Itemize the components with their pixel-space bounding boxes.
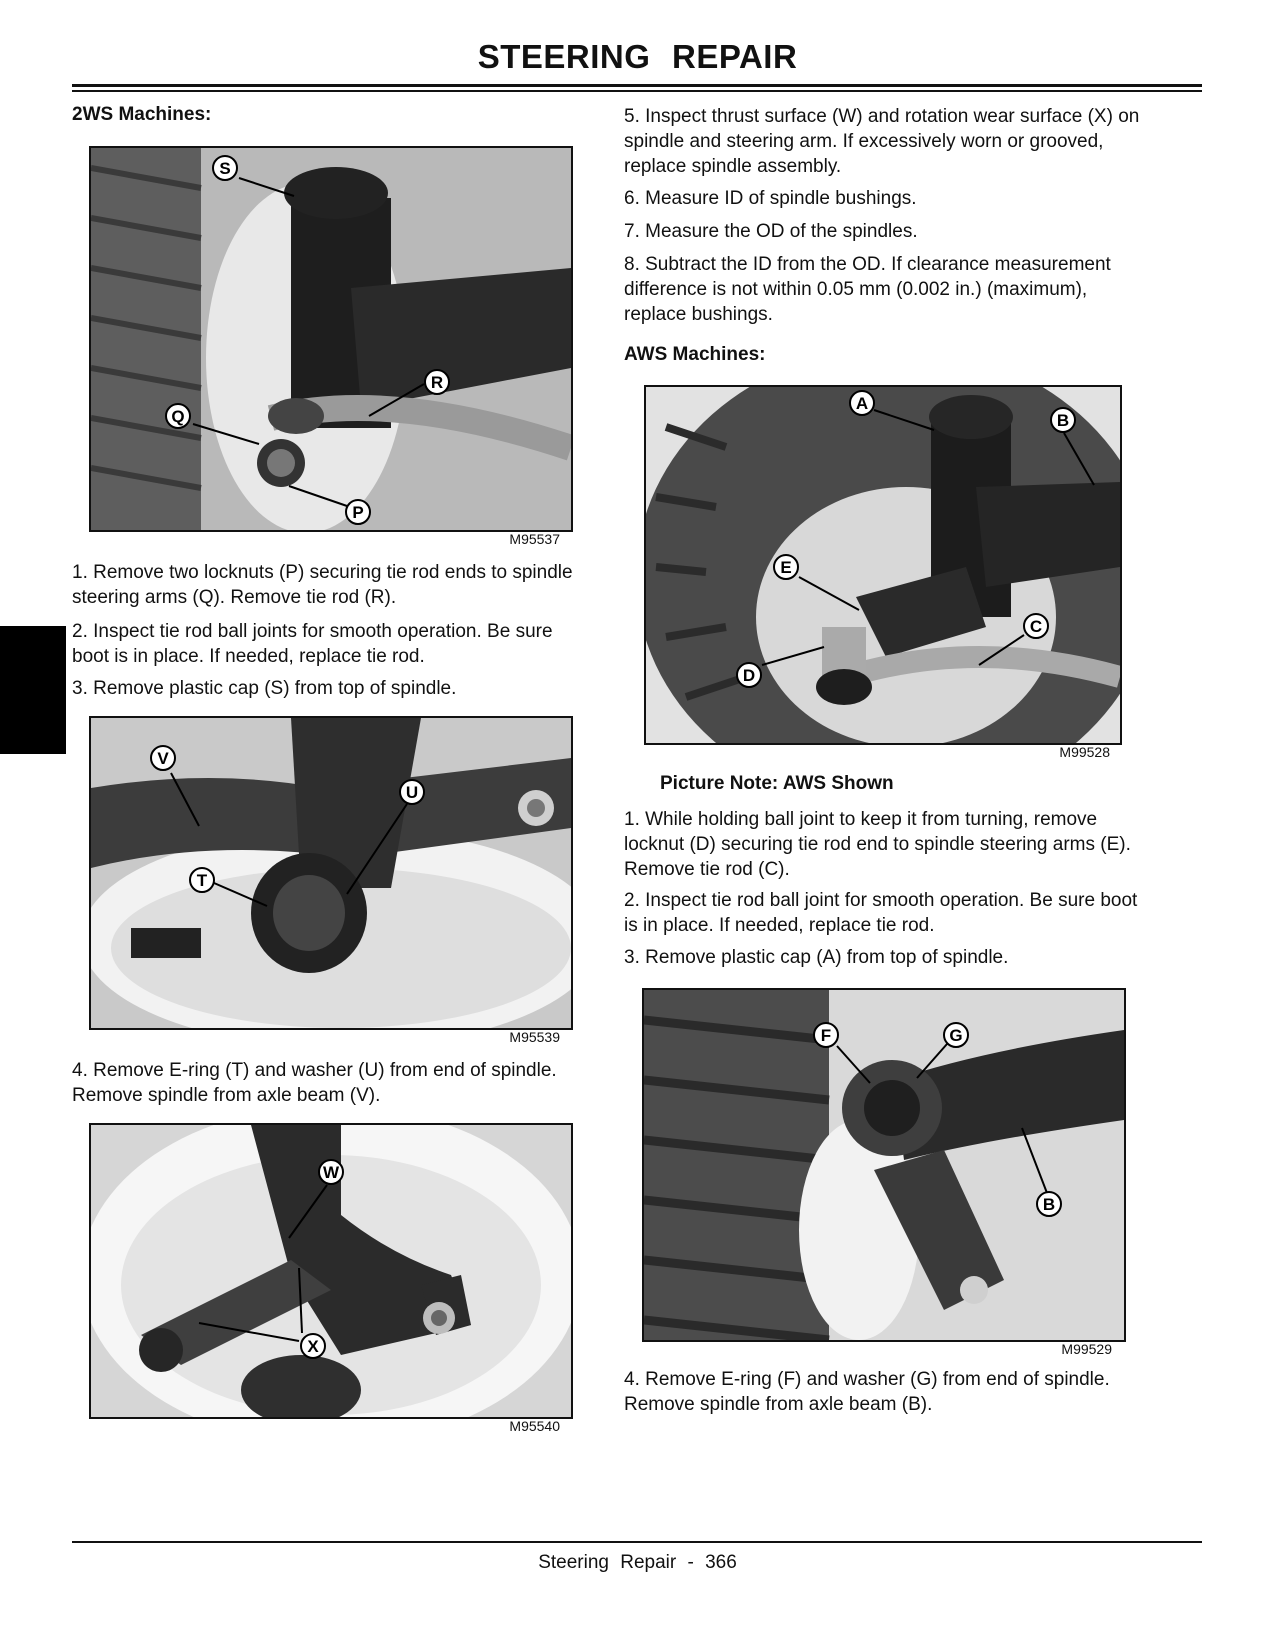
header-rule-thin xyxy=(72,90,1202,92)
svg-text:B: B xyxy=(1056,411,1070,430)
step-aws-2: 2. Inspect tie rod ball joint for smooth operation. Be sure boot is in place. If needed, replace tie rod. xyxy=(624,890,1138,936)
svg-text:G: G xyxy=(949,1026,963,1045)
svg-text:C: C xyxy=(1029,617,1043,636)
step-aws-1: 1. While holding ball joint to keep it from turning, remove locknut (D) securing tie rod end to spindle steering arms (E). Remove tie rod (C). xyxy=(624,809,1131,880)
callout-x xyxy=(301,1334,325,1358)
step-2ws-3: 3. Remove plastic cap (S) from top of spindle. xyxy=(72,678,457,699)
callout-b-fig4 xyxy=(1051,408,1075,432)
callout-p xyxy=(346,500,370,524)
callout-u xyxy=(400,780,424,804)
svg-text:A: A xyxy=(855,394,869,413)
callout-w xyxy=(319,1160,343,1184)
callouts-fig5 xyxy=(642,988,1122,1338)
callout-e xyxy=(774,555,798,579)
callout-g xyxy=(944,1023,968,1047)
svg-text:R: R xyxy=(430,373,444,392)
step-2ws-5: 5. Inspect thrust surface (W) and rotation wear surface (X) on spindle and steering arm. If excessively worn or grooved, replace spindle assembly. xyxy=(624,106,1140,177)
callout-c xyxy=(1024,614,1048,638)
heading-aws-machines: AWS Machines: xyxy=(624,344,766,365)
figure-id-m99528: M99528 xyxy=(1059,744,1110,760)
page-footer: Steering Repair - 366 xyxy=(538,1552,737,1573)
svg-text:V: V xyxy=(157,749,169,768)
svg-text:B: B xyxy=(1042,1195,1056,1214)
callout-v xyxy=(151,746,175,770)
step-aws-4: 4. Remove E-ring (F) and washer (G) from end of spindle. Remove spindle from axle beam (B). xyxy=(624,1369,1110,1415)
callouts-fig4 xyxy=(644,385,1118,741)
step-2ws-2: 2. Inspect tie rod ball joints for smooth operation. Be sure boot is in place. If needed, replace tie rod. xyxy=(72,621,553,667)
step-2ws-6: 6. Measure ID of spindle bushings. xyxy=(624,188,917,209)
callout-d xyxy=(737,663,761,687)
figure-id-m95539: M95539 xyxy=(509,1029,560,1045)
svg-text:S: S xyxy=(219,159,231,178)
svg-text:T: T xyxy=(196,871,208,890)
step-2ws-4: 4. Remove E-ring (T) and washer (U) from end of spindle. Remove spindle from axle beam (V). xyxy=(72,1060,557,1106)
callouts-fig2 xyxy=(89,716,569,1026)
figure-id-m95537: M95537 xyxy=(509,531,560,547)
page-title: STEERING REPAIR xyxy=(477,38,798,75)
callout-s xyxy=(213,156,237,180)
section-tab-marker xyxy=(0,626,66,754)
figure-id-m95540: M95540 xyxy=(509,1418,560,1434)
callout-a xyxy=(850,391,874,415)
callout-f xyxy=(814,1023,838,1047)
footer-rule xyxy=(72,1541,1202,1543)
figure-id-m99529: M99529 xyxy=(1061,1341,1112,1357)
step-2ws-8: 8. Subtract the ID from the OD. If clearance measurement difference is not within 0.05 mm (0.002 in.) (maximum), replace bushings. xyxy=(624,254,1111,325)
svg-text:P: P xyxy=(352,503,364,522)
svg-text:Q: Q xyxy=(171,407,185,426)
callout-t xyxy=(190,868,214,892)
callout-b-fig5 xyxy=(1037,1192,1061,1216)
svg-text:X: X xyxy=(307,1337,319,1356)
callout-q xyxy=(166,404,190,428)
callout-r xyxy=(425,370,449,394)
step-2ws-7: 7. Measure the OD of the spindles. xyxy=(624,221,918,242)
svg-text:U: U xyxy=(405,783,419,802)
callouts-fig3 xyxy=(89,1123,569,1415)
step-aws-3: 3. Remove plastic cap (A) from top of spindle. xyxy=(624,947,1009,968)
svg-text:F: F xyxy=(820,1026,832,1045)
heading-2ws-machines: 2WS Machines: xyxy=(72,104,212,125)
step-2ws-1: 1. Remove two locknuts (P) securing tie rod ends to spindle steering arms (Q). Remove tie rod (R). xyxy=(72,562,573,608)
header-rule-thick xyxy=(72,84,1202,87)
svg-text:E: E xyxy=(780,558,792,577)
svg-text:W: W xyxy=(322,1163,340,1182)
svg-text:D: D xyxy=(742,666,756,685)
callouts-fig1 xyxy=(89,146,569,528)
picture-note: Picture Note: AWS Shown xyxy=(660,773,894,794)
